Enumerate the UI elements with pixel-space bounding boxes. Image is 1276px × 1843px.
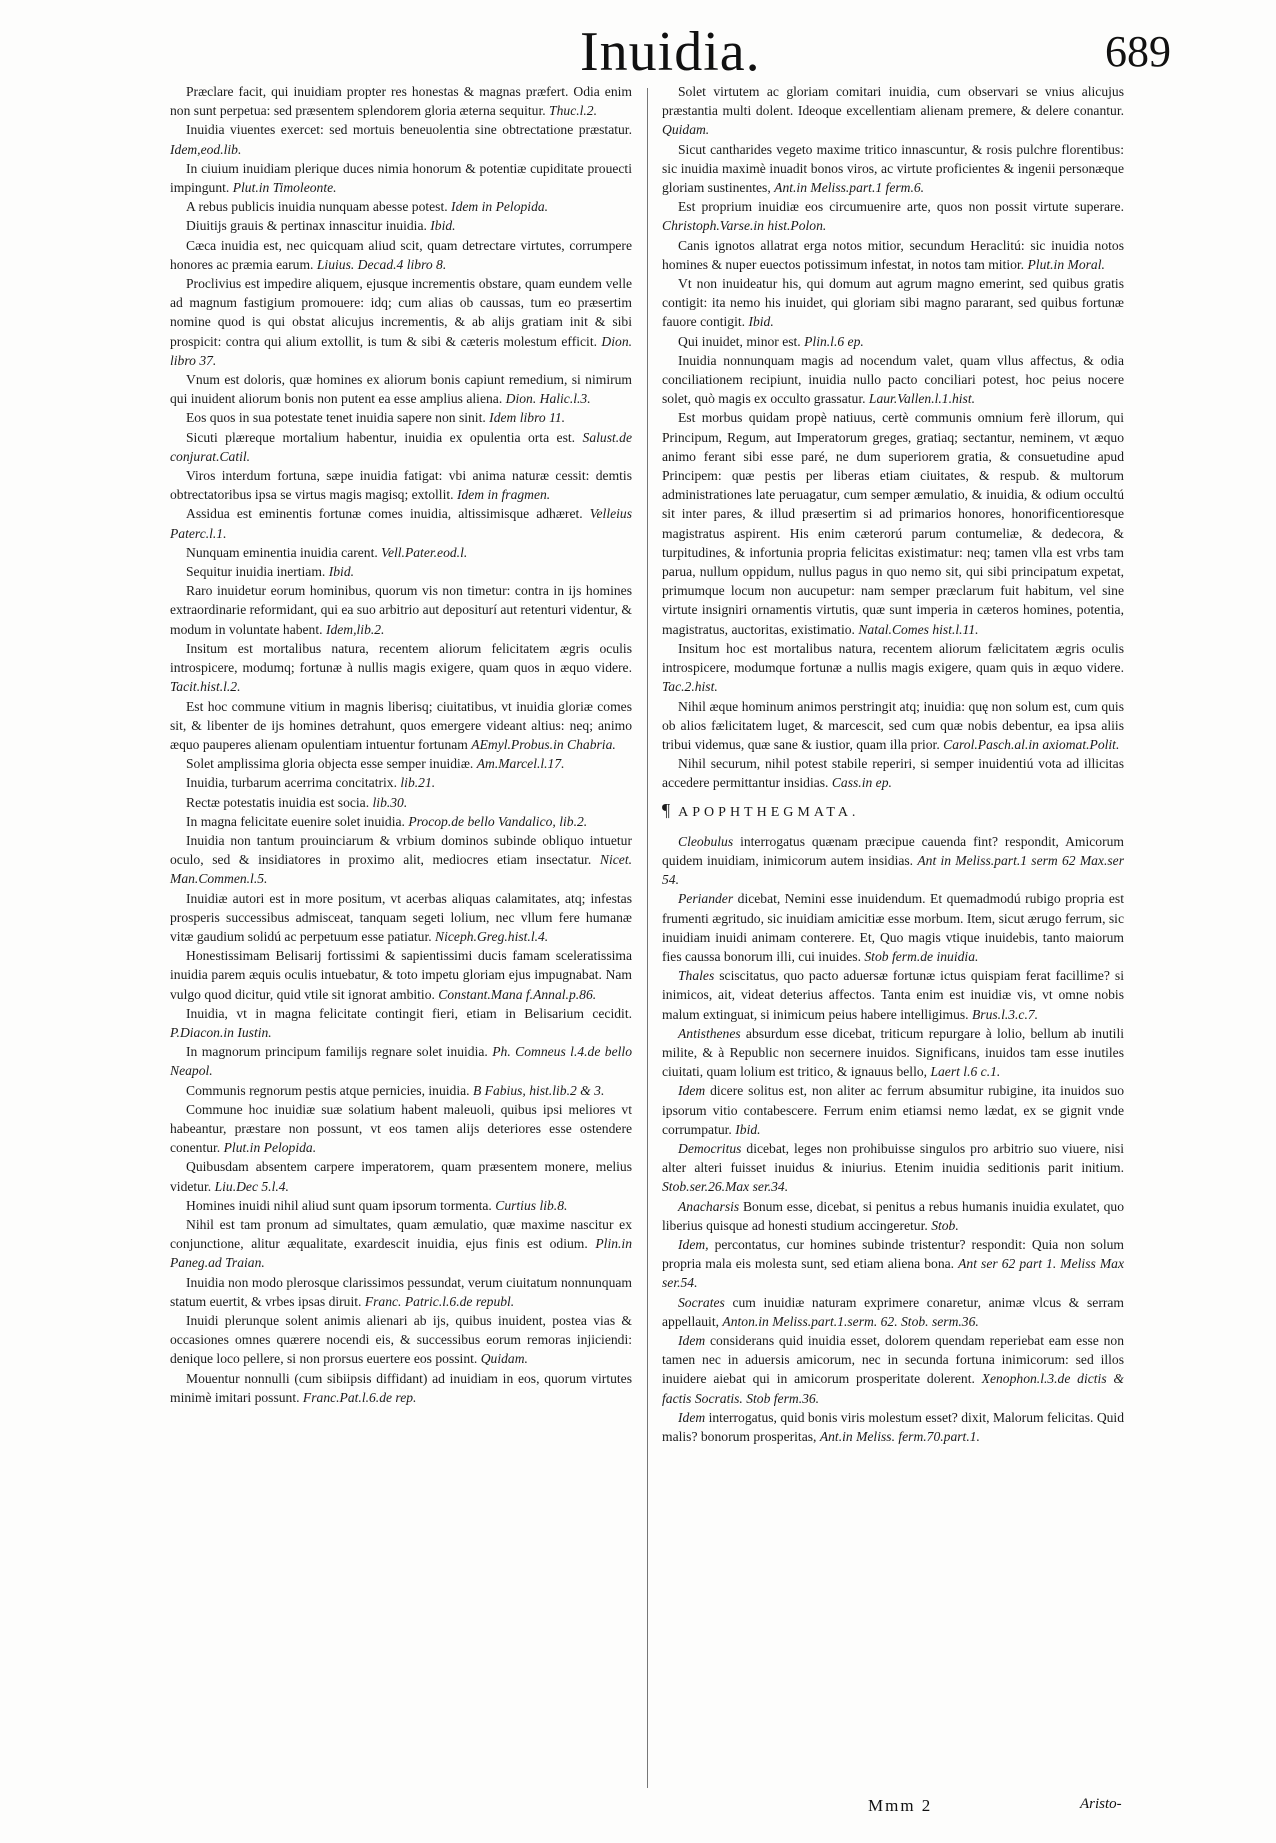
section-heading [662,801,1124,822]
quotation-entry [170,543,632,562]
speaker-name: Idem [678,1409,706,1425]
quotation-entry [170,1215,632,1273]
quotation-text: Inuidia, turbarum acerrima concitatrix. [186,775,397,791]
quotation-entry [662,197,1124,235]
quotation-entry [662,140,1124,198]
quotation-entry [662,274,1124,332]
quotation-text: Eos quos in sua potestate tenet inuidia sapere non sinit. [186,410,486,426]
quotation-text: Canis ignotos allatrat erga notos mitior, secundum Heraclitú: sic inuidia notos homines & nuper euectos potissimum infestat, in notos tam mitior. [662,237,1124,272]
quotation-entry [662,1235,1124,1293]
source-citation: Am.Marcel.l.17. [476,756,565,772]
quotation-entry [662,408,1124,638]
quotation-entry [662,832,1124,890]
source-citation: Vell.Pater.eod.l. [381,544,468,560]
source-citation: Idem in fragmen. [456,487,551,503]
quotation-entry [662,1024,1124,1082]
quotation-entry [662,966,1124,1024]
quotation-entry [170,120,632,158]
quotation-entry [662,82,1124,140]
signature-mark: Mmm 2 [868,1796,933,1815]
source-citation: Carol.Pasch.al.in axiomat.Polit. [943,736,1120,752]
source-citation: Ibid. [748,314,774,330]
quotation-entry [170,408,632,427]
source-citation: AEmyl.Probus.in Chabria. [471,736,616,752]
quotation-entry [662,1331,1124,1408]
quotation-entry [170,466,632,504]
quotation-entry [170,812,632,831]
source-citation: Plin.in Paneg.ad Traian. [170,1236,633,1271]
right-column [662,82,1124,1446]
source-citation: Natal.Comes hist.l.11. [858,621,979,637]
quotation-text: A rebus publicis inuidia nunquam abesse potest. [186,199,448,215]
speaker-name: Idem [678,1333,706,1348]
quotation-text: Nihil æque hominum animos perstringit atq; inuidia: quę non solum est, cum quis ob alios fælicitatem luget, & marcescit, sed cum quæ nobis debentur, ea ipsa aliis tribui videmus, quæ sane & iustior, quam illa prior. [662,698,1124,752]
speaker-name: Antisthenes [678,1025,741,1041]
source-citation: Brus.l.3.c.7. [971,1006,1039,1022]
source-citation: Tacit.hist.l.2. [170,679,241,695]
quotation-entry [662,1139,1124,1197]
source-citation: Ibid. [430,218,456,234]
quotation-text: Proclivius est impedire aliquem, ejusque incrementis obstare, quam eundem velle ad magnum fastigium promouere: idq; cum alias ob caussas, tum eo præsertim nomine quod is qui obstat alicujus incrementis, & ab alijs gratiam init & sibi prospicit: contra qui alium extollit, is tum & sibi & cæteris molestum efficit. [170,276,632,349]
source-citation: Constant.Mana f.Annal.p.86. [438,986,597,1002]
source-citation: Quidam. [480,1351,528,1367]
source-citation: Ibid. [735,1121,761,1137]
quotation-text: Assidua est eminentis fortunæ comes inuidia, altissimisque adhæret. [186,506,583,522]
quotation-text: percontatus, cur homines subinde tristentur? respondit: Quia non solum propria mala eis molesta sunt, sed etiam aliena bona. [662,1236,1124,1272]
source-citation: Ant.in Meliss.part.1 ferm.6. [774,180,925,196]
quotation-text: Inuidia non tantum prouinciarum & vrbium dominos subinde obliquo intuetur oculo, sed & insidiatores in proximo alit, mediocres etiam insectatur. [170,832,632,868]
source-citation: Dion. Halic.l.3. [505,391,591,407]
quotation-text: considerans quid inuidia esset, dolorem quendam reperiebat eam esse non tamen nec in aduersis amicorum, nec in secunda fortuna inimicorum: sed illos inuidere aiebat qui in amicorum prosperitate dolerent. [662,1333,1124,1387]
quotation-text: dicebat, leges non prohibuisse singulos pro arbitrio suo viuere, nisi alter alteri fuisset inuidus & iniurius. Etenim inuidia seditionis parit initium. [662,1140,1124,1176]
quotation-text: In magnorum principum familijs regnare solet inuidia. [186,1044,488,1060]
quotation-text: Raro inuidetur eorum hominibus, quorum vis non timetur: contra in ijs homines extraordinarie reformidant, qui ea suo arbitrio aut depositurí aut retenturi videntur, & modum in voluntate habent. [170,583,632,637]
quotation-entry [170,1311,632,1369]
source-citation: Ant.in Meliss. ferm.70.part.1. [819,1429,980,1445]
speaker-name: Periander [678,891,734,907]
quotation-entry [170,793,632,812]
quotation-entry [662,1408,1124,1446]
quotation-entry [170,773,632,792]
quotation-entry [170,1081,632,1100]
quotation-entry [170,1004,632,1042]
quotation-entry [170,1196,632,1215]
quotation-text: Nihil est tam pronum ad simultates, quam æmulatio, quæ maxime nascitur ex conjunctione, alitur æqualitate, exardescit inuidia, ejus finis est odium. [170,1216,632,1252]
source-citation: Nicet. Man.Commen.l.5. [170,852,633,887]
source-citation: Liu.Dec 5.l.4. [214,1178,289,1194]
source-citation: Plin.l.6 ep. [804,333,864,349]
page-number: 689 [1105,27,1171,76]
source-citation: B Fabius, hist.lib.2 & 3. [472,1082,605,1098]
source-citation: Plut.in Moral. [1027,256,1105,272]
page-title: Inuidia. [580,21,761,83]
quotation-entry [662,639,1124,697]
quotation-text: Diuitijs grauis & pertinax innascitur inuidia. [186,218,427,234]
quotation-entry [170,889,632,947]
speaker-name: Idem, [678,1236,709,1252]
quotation-text: Vt non inuideatur his, qui domum aut agrum magno emerint, sed quibus gratis contigit: ita nemo his inuidet, qui gloriam sibi magno pararant, sed quibus fortunæ fauore contigit. [662,276,1124,330]
source-citation: Ibid. [328,564,355,580]
quotation-entry [662,697,1124,755]
source-citation: Anton.in Meliss.part.1.serm. 62. Stob. serm.36. [722,1313,979,1329]
quotation-text: Insitum hoc est mortalibus natura, recentem aliorum fælicitatem ægris oculis introspicere, modumque fortunæ a nullis magis exigere, quam quis in æquo videre. [662,640,1124,676]
quotation-text: Insitum est mortalibus natura, recentem aliorum felicitatem ægris oculis introspicere, modumq; fortunæ à nullis magis exigere, quam quos in æquo videre. [170,640,632,676]
quotation-text: Sicut cantharides vegeto maxime tritico innascuntur, & rosis pulchre florentibus: sic inuidia maximè inuadit bonos viros, ac virtute proficientes & ingenii personæque gloriam sustinentes, [662,141,1124,196]
quotation-entry [662,1197,1124,1235]
quotation-entry [170,236,632,274]
quotation-text: Homines inuidi nihil aliud sunt quam ipsorum tormenta. [186,1197,492,1213]
catchword: Aristo- [1080,1796,1122,1812]
quotation-entry [170,1100,632,1158]
source-citation: Ph. Comneus l.4.de bello Neapol. [170,1044,632,1079]
source-citation: Laert l.6 c.1. [930,1064,1001,1080]
source-citation: Idem libro 11. [489,410,566,426]
speaker-name: Idem [678,1083,706,1099]
quotation-text: Communis regnorum pestis atque pernicies, inuidia. [186,1082,470,1098]
source-citation: Thuc.l.2. [549,103,598,119]
quotation-text: Quibusdam absentem carpere imperatorem, quam præsentem monere, melius videtur. [170,1159,632,1194]
quotation-entry [170,82,632,120]
quotation-text: Mouentur nonnulli (cum sibiipsis diffidant) ad inuidiam in eos, quorum virtutes minimè imitari possunt. [170,1370,632,1405]
source-citation: Plut.in Timoleonte. [232,180,337,196]
quotation-text: Nihil securum, nihil potest stabile reperiri, si semper inuidentiú vota ad illicitas accedere permittantur insidias. [662,756,1124,791]
source-citation: Idem,eod.lib. [170,141,242,157]
source-citation: Stob.ser.26.Max ser.34. [662,1179,789,1195]
quotation-text: Inuidia, vt in magna felicitate contingit fieri, etiam in Belisarium cecidit. [186,1005,632,1021]
source-citation: Ant in Meliss.part.1 serm 62 Max.ser 54. [662,852,1124,888]
column-divider [647,88,648,1788]
quotation-text: Sequitur inuidia inertiam. [186,564,326,580]
source-citation: Idem,lib.2. [325,621,385,637]
quotation-entry [170,1157,632,1195]
quotation-entry [170,697,632,755]
quotation-text: absurdum esse dicebat, triticum repurgare à lolio, bellum ab inutili milite, & à Republic non secernere inuidos. Significans, inuidos tam esse inutiles ciuitati, quam lolium est tritico, & ignauus bello, [662,1025,1124,1080]
quotation-text: Nunquam eminentia inuidia carent. [186,544,378,560]
source-citation: Liuius. Decad.4 libro 8. [316,256,447,272]
quotation-entry [170,370,632,408]
quotation-text: Bonum esse, dicebat, si penitus a rebus humanis inuidia exulatet, quo liberius quisque ad honesti studium accingeretur. [662,1198,1125,1233]
quotation-entry [662,236,1124,274]
quotation-text: Inuidia non modo plerosque clarissimos pessundat, verum ciuitatum nonnunquam statum euertit, & vrbes ipsas diruit. [170,1274,632,1309]
running-head [0,14,1276,84]
quotation-entry [662,351,1124,409]
quotation-entry [662,332,1124,351]
quotation-entry [170,1273,632,1311]
quotation-entry [170,639,632,697]
source-citation: Quidam. [662,122,710,138]
source-citation: Franc. Patric.l.6.de republ. [364,1293,515,1309]
quotation-text: Inuidiæ autori est in more positum, vt acerbas aliquas calamitates, atq; infestas prosperis successibus admisceat, tanquam segeti lolium, nec vllum fere humanæ vitæ gaudium solidú ac perpetuum esse patiatur. [170,890,632,944]
quotation-entry [170,581,632,639]
speaker-name: Cleobulus [678,833,734,849]
quotation-entry [170,831,632,889]
quotation-entry [170,754,632,773]
quotation-text: Est hoc commune vitium in magnis liberisq; ciuitatibus, vt inuidia gloriæ comes sit, & libenter de ijs homines detrahunt, quos emergere videant altius: neq; animo æquo pauperes alienam opulentiam intuentur fortunam [170,698,632,752]
quotation-text: Viros interdum fortuna, sæpe inuidia fatigat: vbi anima naturæ cessit: demtis obtrectatoribus ipsa se virtus magis magisq; extollit. [170,468,632,503]
source-citation: Dion. libro 37. [170,333,633,368]
quotation-entry [662,754,1124,792]
source-citation: Stob. [931,1217,959,1233]
quotation-text: Præclare facit, qui inuidiam propter res honestas & magnas præfert. Odia enim non sunt perpetua: sed præsentem splendorem gloria æterna sequitur. [170,84,632,119]
quotation-entry [170,428,632,466]
left-column [170,82,632,1407]
quotation-text: Est proprium inuidiæ eos circumuenire arte, quos non possit virtute superare. [678,199,1124,215]
source-citation: Curtius lib.8. [495,1197,568,1213]
speaker-name: Anacharsis [678,1198,740,1214]
speaker-name: Socrates [678,1294,725,1310]
quotation-entry [170,216,632,235]
source-citation: Plut.in Pelopida. [223,1140,317,1156]
quotation-entry [662,1293,1124,1331]
quotation-text: Honestissimam Belisarij fortissimi & sapientissimi ducis famam sceleratissima inuidia parem æquis oculis intuebatur, & toto impetu gloriam ejus impugnabat. Nam vulgo quod dicitur, quid vtile sit ignorat ambitio. [170,948,632,1002]
quotation-text: cum inuidiæ naturam exprimere conaretur, animæ vlcus & serram appellauit, [662,1294,1124,1329]
quotation-text: Inuidi plerunque solent animis alienari ab ijs, quibus inuident, postea vias & occasiones omnes quærere nocendi eis, & successibus eorum remoras injiciendi: denique loco pellere, si non prorsus euertere eos possint. [170,1313,632,1367]
quotation-text: Est morbus quidam propè natiuus, certè communis omnium ferè illorum, qui Principum, Regum, aut Imperatorum greges, gratiaq; sectantur, neminem, vt æquo animo ferant sibi esse paré, ne dum superiorem gratia, & consuetudine apud Principem: quæ pestis per liberas etiam ciuitates, & respub. & multorum administrationes late peruagatur, cum semper æmulatio, & inuidia, & odium occultú sit inter pares, & illud præsertim si ad primarios honores, honorificentioresque magistratus aspirent. His enim cæterorú parum contumeliæ, & dedecora, & turpitudines, & infortunia propria felicitas existimatur: neq; tamen vlla est vrbs tam parua, nullum oppidum, nullus pagus in quo nemo sit, qui sibi principatum expetat, primumque locum non aucupetur: nam semper præclarum fuit habitum, vel sine virtute insigniri ornamentis virtutis, quæ sunt imperia in cæteros homines, potentia, magistratus, auctoritas, existimatio. [662,410,1124,637]
source-citation: Ant ser 62 part 1. Meliss Max ser.54. [662,1256,1124,1291]
source-citation: lib.21. [400,775,436,791]
quotation-text: Cæca inuidia est, nec quicquam aliud scit, quam detrectare virtutes, corrumpere honores ac præmia earum. [170,237,632,272]
source-citation: Velleius Paterc.l.1. [170,506,632,541]
quotation-entry [170,504,632,542]
paragraph-mark: ¶ [662,799,671,820]
quotation-entry [170,159,632,197]
quotation-text: interrogatus quænam præcipue cauenda fint? respondit, Amicorum quidem inuidiam, inimicorum autem insidias. [662,833,1124,868]
quotation-text: sciscitatus, quo pacto aduersæ fortunæ ictus quispiam ferat facillime? si inimicos, ait, videat deterius affectos. Tanta enim est inuidiæ vis, vt omne nobis malum extinguat, si inimicum peius habere intelligimus. [662,968,1124,1022]
speaker-name: Thales [678,968,715,984]
right-column-entries [662,82,1124,793]
quotation-text: interrogatus, quid bonis viris molestum esset? dixit, Malorum felicitas. Quid malis? bonorum prosperitas, [662,1409,1125,1445]
quotation-entry [170,274,632,370]
quotation-entry [170,946,632,1004]
source-citation: Franc.Pat.l.6.de rep. [302,1389,417,1405]
source-citation: P.Diacon.in Iustin. [170,1024,272,1040]
quotation-text: Inuidia viuentes exercet: sed mortuis beneuolentia sine obtrectatione præstatur. [186,122,632,138]
source-citation: Cass.in ep. [831,775,892,791]
quotation-text: Rectæ potestatis inuidia est socia. [186,794,370,810]
quotation-entry [170,1042,632,1080]
source-citation: Stob ferm.de inuidia. [864,948,979,964]
section-heading-text: APOPHTHEGMATA. [678,804,860,820]
source-citation: Xenophon.l.3.de dictis & factis Socratis. Stob ferm.36. [662,1371,1124,1406]
quotation-text: dicebat, Nemini esse inuidendum. Et quemadmodú rubigo propria est frumenti ægritudo, sic inuidiam amicitiæ esse morbum. Item, sicut ærugo ferrum, sic inuidiam inuidi animam conterere. Et, Quo magis vtique inuidebis, tanto maiorum fies caussa bonorum illi, cui inuides. [662,891,1124,964]
quotation-entry [170,197,632,216]
quotation-text: Qui inuidet, minor est. [678,333,801,349]
quotation-entry [170,562,632,581]
quotation-text: Solet virtutem ac gloriam comitari inuidia, cum observari se vnius alicujus præstantia multi dolent. Ideoque excellentiam alienam premere, & delere conantur. [662,84,1124,119]
quotation-text: Vnum est doloris, quæ homines ex aliorum bonis capiunt remedium, si nimirum qui inuident aliorum bonis non putent ea esse amplius aliena. [170,372,632,407]
source-citation: Niceph.Greg.hist.l.4. [435,928,549,944]
quotation-text: In ciuium inuidiam plerique duces nimia honorum & potentiæ cupiditate prouecti impingunt. [170,160,632,196]
source-citation: Procop.de bello Vandalico, lib.2. [408,813,588,829]
quotation-text: Solet amplissima gloria objecta esse semper inuidiæ. [186,756,474,772]
quotation-text: Inuidia nonnunquam magis ad nocendum valet, quam vllus affectus, & odia conciliationem recipiunt, inuidia nullo pacto conciliari potest, hoc peius nocere solet, quò magis ex occulto grassatur. [662,352,1124,407]
quotation-text: dicere solitus est, non aliter ac ferrum absumitur rubigine, ita inuidos suo ipsorum vitio contabescere. Ferrum enim etiamsi nemo lædat, ex se gignit vnde corrumpatur. [662,1083,1124,1137]
source-citation: Laur.Vallen.l.1.hist. [868,391,976,407]
quotation-text: Sicuti plæreque mortalium habentur, inuidia ex opulentia orta est. [186,429,576,445]
source-citation: Christoph.Varse.in hist.Polon. [662,218,827,234]
quotation-text: Commune hoc inuidiæ suæ solatium habent maleuoli, quibus ipsi meliores vt habeantur, præstare non possunt, vt eos tamen alijs deteriores esse ostendere conentur. [170,1101,632,1156]
source-citation: lib.30. [372,794,408,810]
quotation-text: In magna felicitate euenire solet inuidia. [186,813,405,829]
source-citation: Idem in Pelopida. [451,199,549,215]
speaker-name: Democritus [678,1140,742,1156]
source-citation: Tac.2.hist. [662,679,718,695]
quotation-entry [662,1081,1124,1139]
apophthegmata-list [662,832,1124,1447]
quotation-entry [662,889,1124,966]
quotation-entry [170,1369,632,1407]
source-citation: Salust.de conjurat.Catil. [170,429,632,464]
